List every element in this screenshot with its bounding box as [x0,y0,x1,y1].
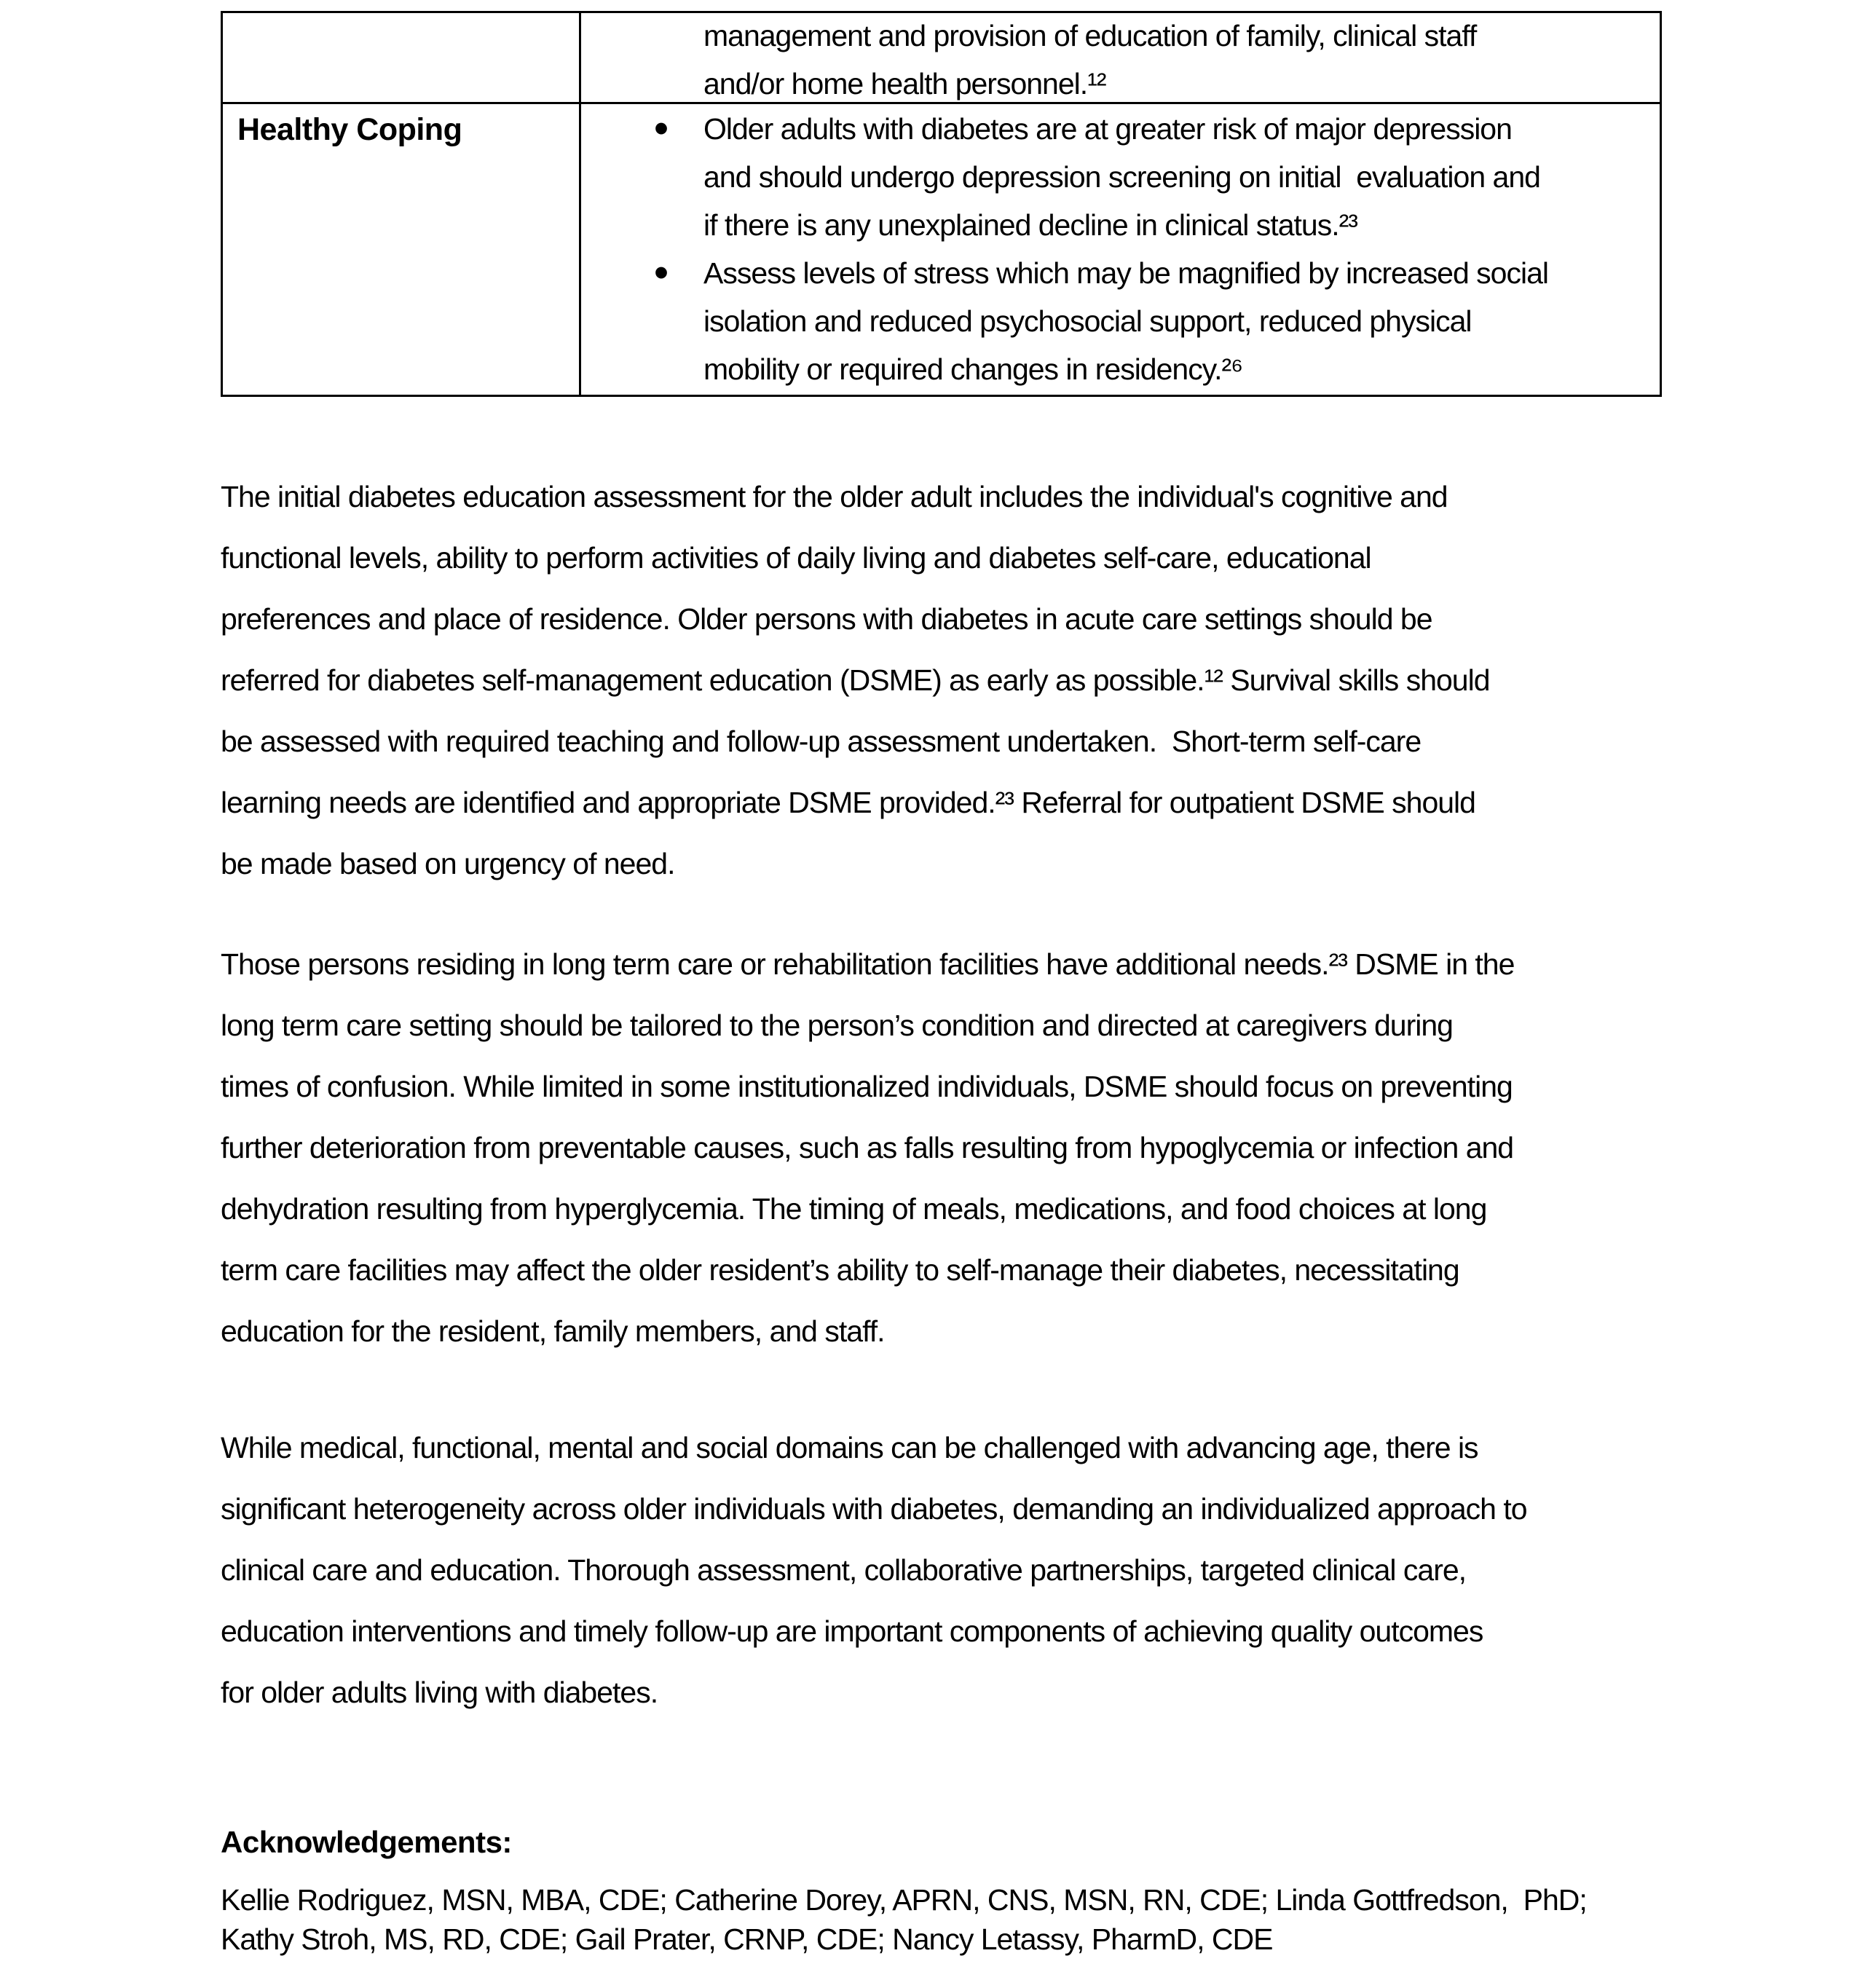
bullet-icon: • [653,249,669,296]
paragraph-initial-assessment: The initial diabetes education assessment for the older adult includes the individual's cognitive and functional levels, ability to perform activities of daily living and diabetes self-care, educational preferences and place of residence. Older persons with diabetes in acute care settings should be referred for diabetes self-management education (DSME) as early as possible.¹² Survival skills should be assessed with required teaching and follow-up assessment undertaken. Short-term self-care learning needs are identified and appropriate DSME provided.²³ Referral for outpatient DSME should be made based on urgency of need. [221,480,1490,880]
table-continuation-row-text: management and provision of education of family, clinical staff and/or home health personnel.¹² [703,19,1477,100]
healthy-coping-bullet-1: Older adults with diabetes are at greater risk of major depression and should undergo depression screening on initial evaluation and if there is any unexplained decline in clinical status.²³ [703,112,1540,242]
paragraph-heterogeneity: While medical, functional, mental and social domains can be challenged with advancing age, there is significant heterogeneity across older individuals with diabetes, demanding an individualized approach to clinical care and education. Thorough assessment, collaborative partnerships, targeted clinical care, education interventions and timely follow-up are important components of achieving quality outcomes for older adults living with diabetes. [221,1431,1527,1709]
bullet-icon: • [653,105,669,152]
paragraph-long-term-care: Those persons residing in long term care or rehabilitation facilities have additional needs.²³ DSME in the long term care setting should be tailored to the person’s condition and directed at caregivers during times of confusion. While limited in some institutionalized individuals, DSME should focus on preventing further deterioration from preventable causes, such as falls resulting from hypoglycemia or infection and dehydration resulting from hyperglycemia. The timing of meals, medications, and food choices at long term care facilities may affect the older resident’s ability to self-manage their diabetes, necessitating education for the resident, family members, and staff. [221,947,1515,1348]
acknowledgements-names: Kellie Rodriguez, MSN, MBA, CDE; Catherine Dorey, APRN, CNS, MSN, RN, CDE; Linda Gottfredson, PhD; Kathy Stroh, MS, RD, CDE; Gail Prater, CRNP, CDE; Nancy Letassy, PharmD, CDE [221,1883,1587,1956]
acknowledgements-heading: Acknowledgements: [221,1825,512,1859]
table-column-divider [579,11,581,397]
healthy-coping-bullet-2: Assess levels of stress which may be magnified by increased social isolation and reduced psychosocial support, reduced physical mobility or required changes in residency.²⁶ [703,256,1548,386]
table-row-header-healthy-coping: Healthy Coping [237,112,462,147]
